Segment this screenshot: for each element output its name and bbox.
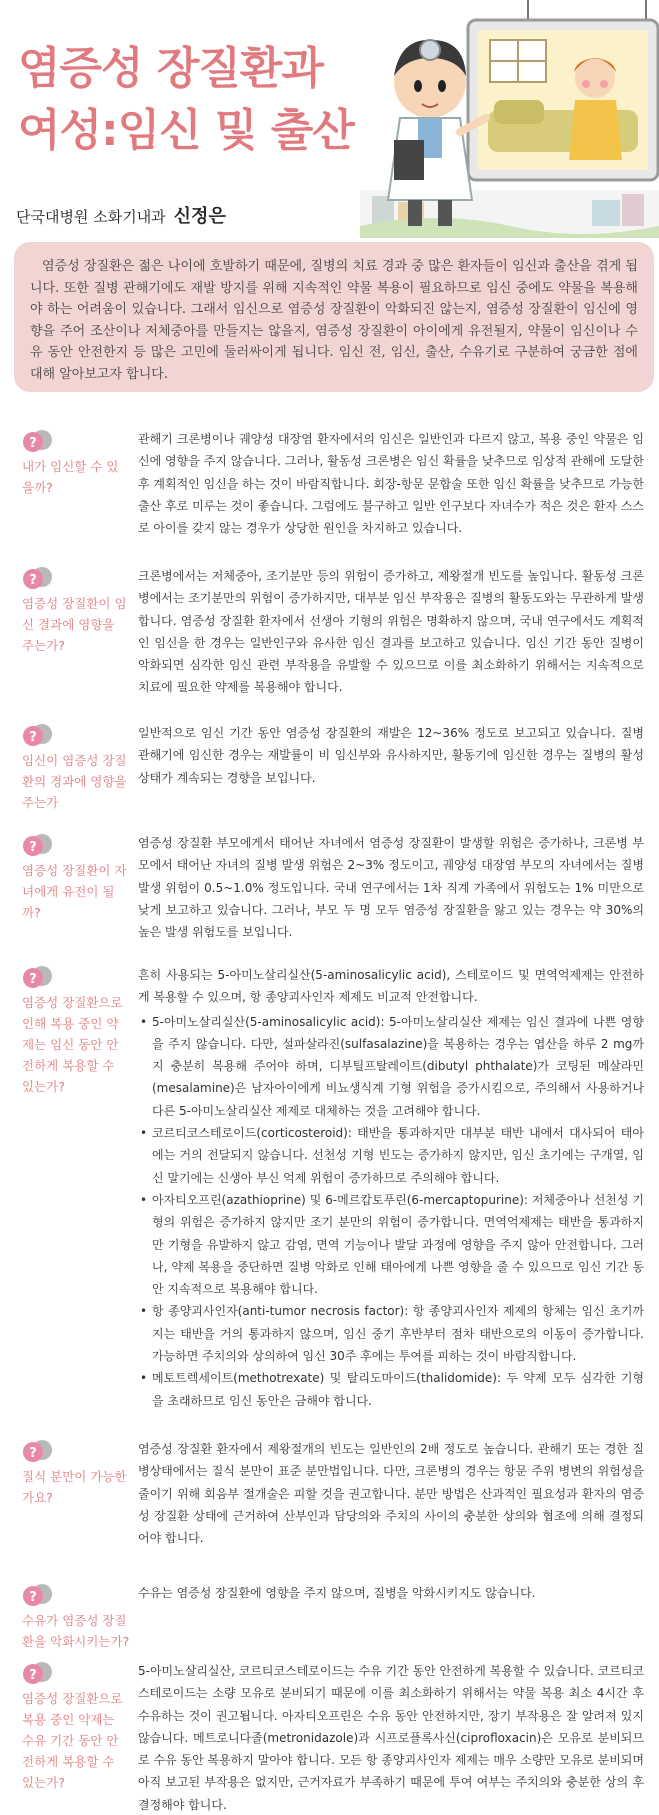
svg-text:?: ? — [29, 573, 37, 588]
question-badge-icon — [22, 428, 56, 454]
answer-paragraph: 염증성 장질환 환자에서 제왕절개의 빈도는 일반인의 2배 정도로 높습니다. 관해기 또는 경한 질병상태에서는 질식 분만이 표준 분만법입니다. 다만, 크론병의 경우는 항문 주위 병변의 위험성을 줄이기 위해 회음부 절개술은 피할 것을 권고합니다. 분만 방법은 산과적인 필요성과 환자의 염증성 장질환 상태에 근거하여 산부인과 담당의와 주치의 사이의 충분한 상의와 협조에 의해 결정되어야 합니다. — [138, 1442, 644, 1546]
question-badge-icon — [22, 964, 56, 990]
drug-list — [138, 1011, 644, 1412]
drug-list-item: • 메토트렉세이트(methotrexate) 및 탈리도마이드(thalidomide): 두 약제 모두 심각한 기형을 초래하므로 임신 동안은 금해야 합니다. — [138, 1367, 644, 1412]
answer-paragraph: 흔히 사용되는 5-아미노살리실산(5-aminosalicylic acid), 스테로이드 및 면역억제제는 안전하게 복용할 수 있으며, 항 종양괴사인자 제제도 비교적 안전합니다. — [138, 968, 644, 1005]
question-badge-icon — [22, 1582, 56, 1608]
question-block — [22, 1660, 130, 1793]
question-text: 염증성 장질환으로 인해 복용 중인 약제는 임신 동안 안전하게 복용할 수 있는가? — [22, 995, 123, 1094]
question-text: 질식 분만이 가능한가요? — [22, 1469, 127, 1505]
title-line-2: 여성:임신 및 출산 — [18, 105, 354, 156]
affiliation: 단국대병원 소화기내과 — [16, 208, 166, 226]
question-text: 수유가 염증성 장질환을 악화시키는가? — [22, 1613, 130, 1649]
question-block — [22, 832, 130, 923]
answer-paragraph: 5-아미노살리실산, 코르티코스테로이드는 수유 기간 동안 안전하게 복용할 수 있습니다. 코르티코스테로이드는 소량 모유로 분비되기 때문에 이를 최소화하기 위해서는 약물 복용 최소 4시간 후 수유하는 것이 권고됩니다. 아자티오프린은 수유 동안 안전하지만, 장기 부작용은 잘 알려져 있지 않습니다. 메트로니다졸(metronidazole)과 시프로플록사신(ciprofloxacin)은 모유로 분비되므로 수유 동안 복용하지 말아야 합니다. 모든 항 종양괴사인자 제제는 매우 소량만 모유로 분비되며 아직 보고된 부작용은 없지만, 근거자료가 부족하기 때문에 투여 여부는 주치의와 충분한 상의 후 결정해야 합니다. — [138, 1664, 645, 1812]
answer-paragraph: 관해기 크론병이나 궤양성 대장염 환자에서의 임신은 일반인과 다르지 않고, 복용 중인 약물은 임신에 영향을 주지 않습니다. 그러나, 활동성 크론병은 임신 확률을 낮추므로 임상적 관해에 도달한 후 계획적인 임신을 하는 것이 바람직합니다. 회장-항문 문합술 또한 임신 확률을 낮추므로 가능한 출산 후로 미루는 것이 좋습니다. 그럼에도 불구하고 일반 인구보다 자녀수가 적은 것은 환자 스스로 아이를 갖지 않는 경우가 상당한 원인을 차지하고 있습니다. — [138, 432, 645, 536]
header — [0, 0, 659, 240]
answer-block — [138, 1660, 644, 1815]
page-title — [18, 38, 354, 162]
question-block — [22, 722, 130, 813]
question-block — [22, 964, 130, 1097]
answer-block — [138, 565, 644, 699]
svg-text:?: ? — [29, 1590, 37, 1605]
answer-block — [138, 1438, 644, 1549]
author: 신정은 — [173, 206, 226, 227]
answer-block — [138, 964, 644, 1412]
drug-list-item: • 아자티오프린(azathioprine) 및 6-메르캅토푸린(6-mercaptopurine): 저체중아나 선천성 기형의 위험은 증가하지 않지만 조기 분만의 위험이 증가합니다. 면역억제제는 태반을 통과하지만 기형을 유발하지 않고 감염, 면역 기능이나 발달 과정에 영향을 주지 않아 안전합니다. 그러나, 약제 복용을 중단하면 질병 악화로 인해 태아에게 나쁜 영향을 줄 수 있으므로 임신 기간 동안 지속적으로 복용해야 합니다. — [138, 1189, 644, 1300]
question-block — [22, 1582, 130, 1652]
question-badge-icon — [22, 565, 56, 591]
answer-block — [138, 1582, 644, 1604]
answer-block — [138, 428, 644, 539]
answer-block — [138, 722, 644, 789]
svg-text:?: ? — [29, 1668, 37, 1683]
doctor-illustration — [360, 0, 659, 238]
svg-text:?: ? — [29, 972, 37, 987]
question-text: 염증성 장질환이 자녀에게 유전이 될까? — [22, 863, 127, 920]
answer-paragraph: 일반적으로 임신 기간 동안 염증성 장질환의 재발은 12~36% 정도로 보고되고 있습니다. 질병 관해기에 임신한 경우는 재발률이 비 임신부와 유사하지만, 활동기에 임신한 경우는 질병의 활성 상태가 계속되는 경향을 보입니다. — [138, 726, 644, 785]
answer-paragraph: 염증성 장질환 부모에게서 태어난 자녀에서 염증성 장질환이 발생할 위험은 증가하나, 크론병 부모에서 태어난 자녀의 질병 발생 위험은 2~3% 정도이고, 궤양성 대장염 부모의 자녀에서는 질병 발생 위험이 0.5~1.0% 정도입니다. 국내 연구에서는 1차 직계 가족에서 위험도는 1% 미만으로 낮게 보고하고 있습니다. 그러나, 부모 두 명 모두 염증성 장질환을 앓고 있는 경우는 약 30%의 높은 발생 위험도를 보입니다. — [138, 836, 644, 940]
answer-paragraph: 크론병에서는 저체중아, 조기분만 등의 위험이 증가하고, 제왕절개 빈도를 높입니다. 활동성 크론병에서는 조기분만의 위험이 증가하지만, 대부분 임신 부작용은 질병의 활동도와는 무관하게 발생합니다. 염증성 장질환 환자에서 선생아 기형의 위험은 명확하지 않으며, 국내 연구에서도 계획적인 임신을 한 경우는 일반인구와 유사한 임신 결과를 보고하고 있습니다. 임신 기간 동안 질병이 악화되면 심각한 임신 관련 부작용을 유발할 수 있으므로 이를 최소화하기 위해서는 지속적으로 치료에 필요한 약제를 복용해야 합니다. — [138, 569, 644, 695]
question-badge-icon — [22, 722, 56, 748]
question-block — [22, 565, 130, 656]
question-text: 염증성 장질환으로 복용 중인 약제는 수유 기간 동안 안전하게 복용할 수 있는가? — [22, 1691, 123, 1790]
drug-list-item: • 5-아미노살리실산(5-aminosalicylic acid): 5-아미노살리실산 제제는 임신 결과에 나쁜 영향을 주지 않습니다. 다만, 설파살라진(sulfasalazine)을 복용하는 경우는 엽산을 하루 2 mg까지 충분히 복용해 주어야 하며, 디부틸프탈레이트(dibutyl phthalate)가 코팅된 메살라민(mesalamine)은 남자아이에게 비뇨생식계 기형 위험을 증가시킴으로, 주의해서 사용하거나 다른 5-아미노살리실산 제제로 대체하는 것을 고려해야 합니다. — [138, 1011, 644, 1122]
answer-paragraph: 수유는 염증성 장질환에 영향을 주지 않으며, 질병을 악화시키지도 않습니다. — [138, 1586, 536, 1600]
byline — [16, 202, 226, 228]
drug-list-item: • 코르티코스테로이드(corticosteroid): 태반을 통과하지만 대부분 태반 내에서 대사되어 태아에는 거의 전달되지 않습니다. 선천성 기형 빈도는 증가하지 않지만, 임신 초기에는 구개열, 임신 말기에는 신생아 부신 억제 위험이 증가하므로 주의해야 합니다. — [138, 1122, 644, 1189]
intro-box: 염증성 장질환은 젊은 나이에 호발하기 때문에, 질병의 치료 경과 중 많은 환자들이 임신과 출산을 겪게 됩니다. 또한 질병 관해기에도 재발 방지를 위해 지속적인 약물 복용이 필요하므로 임신 중에도 약물을 복용해야 하는 어려움이 있습니다. 그래서 임신으로 염증성 장질환이 악화되진 않는지, 염증성 장질환이 임신에 영향을 주어 조산이나 저체중아를 만들지는 않을지, 염증성 장질환이 아이에게 유전될지, 약물이 임신이나 수유 동안 안전한지 등 많은 고민에 둘러싸이게 됩니다. 임신 전, 임신, 출산, 수유기로 구분하여 궁금한 점에 대해 알아보고자 합니다. — [14, 242, 654, 392]
question-badge-icon — [22, 1438, 56, 1464]
answer-block — [138, 832, 644, 943]
question-block — [22, 1438, 130, 1508]
svg-text:?: ? — [29, 840, 37, 855]
question-block — [22, 428, 130, 498]
question-text: 임신이 염증성 장질환의 경과에 영향을 주는가 — [22, 753, 127, 810]
title-line-1: 염증성 장질환과 — [18, 43, 323, 94]
question-badge-icon — [22, 832, 56, 858]
svg-text:?: ? — [29, 1446, 37, 1461]
question-badge-icon — [22, 1660, 56, 1686]
question-text: 내가 임신할 수 있을까? — [22, 459, 119, 495]
svg-text:?: ? — [29, 730, 37, 745]
svg-text:?: ? — [29, 436, 37, 451]
question-text: 염증성 장질환이 임신 결과에 영향을 주는가? — [22, 596, 127, 653]
drug-list-item: • 항 종양괴사인자(anti-tumor necrosis factor): 항 종양괴사인자 제제의 항체는 임신 초기까지는 태반을 거의 통과하지 않으며, 임신 중기 후반부터 점차 태반으로의 이동이 증가합니다. 가능하면 주치의와 상의하여 임신 30주 후에는 투여를 피하는 것이 바람직합니다. — [138, 1300, 644, 1367]
